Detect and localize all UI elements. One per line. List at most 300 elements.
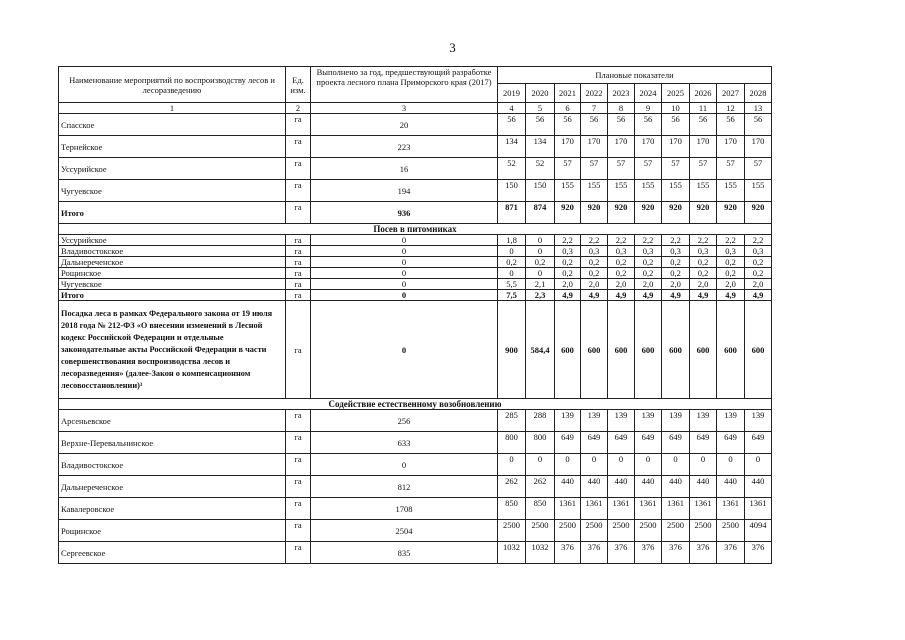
row-value: 139 bbox=[662, 410, 690, 432]
row-value: 600 bbox=[745, 301, 772, 399]
header-year: 2024 bbox=[635, 84, 662, 103]
row-value: 0 bbox=[690, 454, 717, 476]
row-value: 57 bbox=[608, 158, 635, 180]
row-value: 2500 bbox=[635, 520, 662, 542]
row-value: 0,3 bbox=[717, 246, 745, 257]
row-value: 0,2 bbox=[555, 268, 581, 279]
row-value: 4094 bbox=[745, 520, 772, 542]
header-done: Выполнено за год, предшествующий разработке проекта лесного плана Приморского края (2017) bbox=[311, 67, 498, 103]
row-value: 57 bbox=[690, 158, 717, 180]
row-value: 0 bbox=[717, 454, 745, 476]
row-value: 2,2 bbox=[690, 235, 717, 246]
row-unit: га bbox=[286, 235, 311, 246]
row-value: 2,0 bbox=[690, 279, 717, 290]
row-name: Арсеньевское bbox=[59, 410, 286, 432]
header-year: 2023 bbox=[608, 84, 635, 103]
row-value: 150 bbox=[498, 180, 526, 202]
row-value: 871 bbox=[498, 202, 526, 224]
row-value: 0,2 bbox=[690, 257, 717, 268]
row-value: 170 bbox=[717, 136, 745, 158]
row-value: 1361 bbox=[555, 498, 581, 520]
row-value: 2,0 bbox=[662, 279, 690, 290]
row-value: 139 bbox=[635, 410, 662, 432]
row-unit: га bbox=[286, 476, 311, 498]
row-value: 900 bbox=[498, 301, 526, 399]
row-done: 256 bbox=[311, 410, 498, 432]
row-value: 56 bbox=[498, 114, 526, 136]
row-value: 139 bbox=[745, 410, 772, 432]
row-value: 170 bbox=[608, 136, 635, 158]
column-number: 13 bbox=[745, 103, 772, 114]
row-name: Тернейское bbox=[59, 136, 286, 158]
row-unit: га bbox=[286, 202, 311, 224]
row-value: 2,0 bbox=[608, 279, 635, 290]
row-unit: га bbox=[286, 180, 311, 202]
row-value: 0 bbox=[526, 268, 555, 279]
row-value: 2,0 bbox=[717, 279, 745, 290]
column-number: 2 bbox=[286, 103, 311, 114]
table-row bbox=[59, 136, 772, 158]
header-numbers-row bbox=[59, 103, 772, 114]
row-value: 440 bbox=[608, 476, 635, 498]
header-unit: Ед. изм. bbox=[286, 67, 311, 103]
row-value: 440 bbox=[555, 476, 581, 498]
row-value: 0 bbox=[581, 454, 608, 476]
row-name: Сергеевское bbox=[59, 542, 286, 564]
column-number: 6 bbox=[555, 103, 581, 114]
row-value: 0 bbox=[498, 268, 526, 279]
table-row bbox=[59, 158, 772, 180]
row-unit: га bbox=[286, 454, 311, 476]
row-value: 1032 bbox=[498, 542, 526, 564]
row-value: 170 bbox=[745, 136, 772, 158]
row-value: 0,2 bbox=[635, 257, 662, 268]
header-year: 2019 bbox=[498, 84, 526, 103]
row-value: 134 bbox=[498, 136, 526, 158]
header-name: Наименование мероприятий по воспроизводству лесов и лесоразведению bbox=[59, 67, 286, 103]
row-value: 2500 bbox=[498, 520, 526, 542]
header-year: 2021 bbox=[555, 84, 581, 103]
row-done: 835 bbox=[311, 542, 498, 564]
row-value: 440 bbox=[581, 476, 608, 498]
row-value: 262 bbox=[526, 476, 555, 498]
row-unit: га bbox=[286, 542, 311, 564]
row-name: Уссурийское bbox=[59, 235, 286, 246]
row-value: 600 bbox=[717, 301, 745, 399]
header-year: 2022 bbox=[581, 84, 608, 103]
row-value: 134 bbox=[526, 136, 555, 158]
row-value: 1361 bbox=[635, 498, 662, 520]
row-unit: га bbox=[286, 301, 311, 399]
row-done: 0 bbox=[311, 290, 498, 301]
row-value: 440 bbox=[745, 476, 772, 498]
row-value: 0,3 bbox=[662, 246, 690, 257]
row-value: 0,2 bbox=[526, 257, 555, 268]
row-value: 57 bbox=[745, 158, 772, 180]
row-value: 649 bbox=[717, 432, 745, 454]
column-number: 7 bbox=[581, 103, 608, 114]
row-value: 1361 bbox=[717, 498, 745, 520]
row-value: 440 bbox=[717, 476, 745, 498]
row-value: 155 bbox=[635, 180, 662, 202]
row-value: 0,3 bbox=[690, 246, 717, 257]
row-value: 4,9 bbox=[690, 290, 717, 301]
row-name: Владивостокское bbox=[59, 454, 286, 476]
row-value: 56 bbox=[717, 114, 745, 136]
row-value: 7,5 bbox=[498, 290, 526, 301]
row-value: 1361 bbox=[581, 498, 608, 520]
row-value: 649 bbox=[662, 432, 690, 454]
header-year: 2025 bbox=[662, 84, 690, 103]
header-year: 2027 bbox=[717, 84, 745, 103]
row-unit: га bbox=[286, 410, 311, 432]
row-value: 0,2 bbox=[608, 257, 635, 268]
header-plan: Плановые показатели bbox=[498, 67, 772, 84]
row-value: 600 bbox=[635, 301, 662, 399]
row-value: 1361 bbox=[662, 498, 690, 520]
row-value: 2,2 bbox=[745, 235, 772, 246]
row-value: 874 bbox=[526, 202, 555, 224]
row-name: Чугуевское bbox=[59, 180, 286, 202]
row-value: 800 bbox=[498, 432, 526, 454]
row-value: 57 bbox=[662, 158, 690, 180]
row-value: 0,2 bbox=[555, 257, 581, 268]
row-value: 584,4 bbox=[526, 301, 555, 399]
row-value: 800 bbox=[526, 432, 555, 454]
row-name: Посадка леса в рамках Федерального закона от 19 июля 2018 года № 212-ФЗ «О внесении изменений в Лесной кодекс Российской Федерации и отдельные законодательные акты Российской Федерации в части совершенствования воспроизводства лесов и лесоразведения» (далее-Закон о компенсационном лесовосстановлении)³ bbox=[59, 301, 286, 399]
row-value: 0,2 bbox=[662, 268, 690, 279]
row-value: 2500 bbox=[690, 520, 717, 542]
row-value: 2,2 bbox=[555, 235, 581, 246]
row-value: 920 bbox=[690, 202, 717, 224]
row-value: 0,2 bbox=[635, 268, 662, 279]
table-row bbox=[59, 498, 772, 520]
row-value: 285 bbox=[498, 410, 526, 432]
row-value: 440 bbox=[635, 476, 662, 498]
row-value: 0 bbox=[526, 454, 555, 476]
row-value: 170 bbox=[555, 136, 581, 158]
row-value: 155 bbox=[745, 180, 772, 202]
row-value: 288 bbox=[526, 410, 555, 432]
row-value: 56 bbox=[635, 114, 662, 136]
table-row bbox=[59, 454, 772, 476]
row-value: 2,2 bbox=[581, 235, 608, 246]
row-unit: га bbox=[286, 290, 311, 301]
table-row bbox=[59, 235, 772, 246]
row-unit: га bbox=[286, 432, 311, 454]
page-number: 3 bbox=[449, 40, 456, 55]
row-value: 649 bbox=[635, 432, 662, 454]
row-name: Итого bbox=[59, 290, 286, 301]
row-value: 649 bbox=[745, 432, 772, 454]
row-value: 56 bbox=[745, 114, 772, 136]
row-value: 57 bbox=[635, 158, 662, 180]
row-done: 223 bbox=[311, 136, 498, 158]
row-value: 920 bbox=[635, 202, 662, 224]
row-done: 812 bbox=[311, 476, 498, 498]
row-value: 920 bbox=[555, 202, 581, 224]
row-value: 139 bbox=[555, 410, 581, 432]
table-row bbox=[59, 301, 772, 399]
row-value: 139 bbox=[608, 410, 635, 432]
row-value: 2500 bbox=[581, 520, 608, 542]
row-value: 440 bbox=[690, 476, 717, 498]
row-value: 2500 bbox=[555, 520, 581, 542]
row-value: 155 bbox=[717, 180, 745, 202]
row-value: 649 bbox=[608, 432, 635, 454]
row-done: 0 bbox=[311, 235, 498, 246]
row-value: 4,9 bbox=[555, 290, 581, 301]
row-value: 155 bbox=[581, 180, 608, 202]
row-value: 1032 bbox=[526, 542, 555, 564]
row-value: 170 bbox=[635, 136, 662, 158]
table-row bbox=[59, 202, 772, 224]
row-value: 600 bbox=[690, 301, 717, 399]
header-year: 2020 bbox=[526, 84, 555, 103]
row-value: 0,2 bbox=[690, 268, 717, 279]
table-row bbox=[59, 114, 772, 136]
row-value: 155 bbox=[555, 180, 581, 202]
column-number: 5 bbox=[526, 103, 555, 114]
row-value: 1361 bbox=[745, 498, 772, 520]
row-value: 155 bbox=[690, 180, 717, 202]
row-value: 649 bbox=[581, 432, 608, 454]
table-row bbox=[59, 279, 772, 290]
row-value: 1,8 bbox=[498, 235, 526, 246]
column-number: 11 bbox=[690, 103, 717, 114]
row-value: 0,2 bbox=[717, 257, 745, 268]
row-value: 4,9 bbox=[608, 290, 635, 301]
row-value: 0,3 bbox=[555, 246, 581, 257]
header-row bbox=[59, 67, 772, 84]
row-unit: га bbox=[286, 257, 311, 268]
row-value: 170 bbox=[690, 136, 717, 158]
row-name: Рощинское bbox=[59, 520, 286, 542]
table-row bbox=[59, 290, 772, 301]
header-year: 2026 bbox=[690, 84, 717, 103]
row-unit: га bbox=[286, 136, 311, 158]
row-done: 0 bbox=[311, 301, 498, 399]
row-name: Владивостокское bbox=[59, 246, 286, 257]
row-value: 57 bbox=[555, 158, 581, 180]
row-value: 376 bbox=[581, 542, 608, 564]
row-value: 600 bbox=[581, 301, 608, 399]
row-value: 600 bbox=[555, 301, 581, 399]
row-value: 920 bbox=[662, 202, 690, 224]
row-value: 170 bbox=[581, 136, 608, 158]
table-row bbox=[59, 180, 772, 202]
row-unit: га bbox=[286, 158, 311, 180]
table-row bbox=[59, 476, 772, 498]
row-value: 649 bbox=[690, 432, 717, 454]
row-value: 376 bbox=[662, 542, 690, 564]
column-number: 4 bbox=[498, 103, 526, 114]
row-value: 0 bbox=[662, 454, 690, 476]
row-name: Спасское bbox=[59, 114, 286, 136]
header-year: 2028 bbox=[745, 84, 772, 103]
row-name: Рощинское bbox=[59, 268, 286, 279]
column-number: 10 bbox=[662, 103, 690, 114]
row-unit: га bbox=[286, 268, 311, 279]
row-value: 0,2 bbox=[581, 268, 608, 279]
row-value: 0 bbox=[526, 246, 555, 257]
section-natural bbox=[59, 399, 772, 410]
row-value: 649 bbox=[555, 432, 581, 454]
row-value: 0,3 bbox=[745, 246, 772, 257]
row-value: 139 bbox=[581, 410, 608, 432]
row-value: 0 bbox=[635, 454, 662, 476]
row-done: 194 bbox=[311, 180, 498, 202]
table-row bbox=[59, 246, 772, 257]
table-row bbox=[59, 520, 772, 542]
row-value: 2,2 bbox=[662, 235, 690, 246]
row-value: 920 bbox=[608, 202, 635, 224]
row-done: 0 bbox=[311, 454, 498, 476]
row-value: 0,3 bbox=[608, 246, 635, 257]
row-done: 0 bbox=[311, 257, 498, 268]
row-value: 920 bbox=[581, 202, 608, 224]
row-done: 0 bbox=[311, 246, 498, 257]
row-value: 57 bbox=[581, 158, 608, 180]
row-value: 2,0 bbox=[635, 279, 662, 290]
row-value: 139 bbox=[717, 410, 745, 432]
row-value: 1361 bbox=[690, 498, 717, 520]
row-value: 0,2 bbox=[717, 268, 745, 279]
row-name: Кавалеровское bbox=[59, 498, 286, 520]
column-number: 3 bbox=[311, 103, 498, 114]
row-value: 4,9 bbox=[717, 290, 745, 301]
row-value: 920 bbox=[745, 202, 772, 224]
row-value: 600 bbox=[662, 301, 690, 399]
table-row bbox=[59, 257, 772, 268]
row-done: 0 bbox=[311, 268, 498, 279]
row-value: 850 bbox=[498, 498, 526, 520]
row-name: Дальнереченское bbox=[59, 476, 286, 498]
row-value: 2500 bbox=[608, 520, 635, 542]
row-value: 2500 bbox=[526, 520, 555, 542]
row-done: 936 bbox=[311, 202, 498, 224]
row-value: 0 bbox=[526, 235, 555, 246]
row-value: 56 bbox=[526, 114, 555, 136]
section-natural-title: Содействие естественному возобновлению bbox=[59, 399, 772, 410]
section-seeding-title: Посев в питомниках bbox=[59, 224, 772, 235]
row-value: 376 bbox=[690, 542, 717, 564]
row-name: Итого bbox=[59, 202, 286, 224]
row-unit: га bbox=[286, 246, 311, 257]
table-row bbox=[59, 410, 772, 432]
row-done: 633 bbox=[311, 432, 498, 454]
section-seeding bbox=[59, 224, 772, 235]
row-done: 0 bbox=[311, 279, 498, 290]
row-value: 376 bbox=[555, 542, 581, 564]
row-unit: га bbox=[286, 279, 311, 290]
row-value: 56 bbox=[555, 114, 581, 136]
column-number: 1 bbox=[59, 103, 286, 114]
row-value: 57 bbox=[717, 158, 745, 180]
table-row bbox=[59, 268, 772, 279]
row-name: Верхне-Перевальнинское bbox=[59, 432, 286, 454]
row-value: 376 bbox=[717, 542, 745, 564]
row-value: 4,9 bbox=[581, 290, 608, 301]
row-value: 2,1 bbox=[526, 279, 555, 290]
row-value: 0,2 bbox=[498, 257, 526, 268]
row-value: 155 bbox=[662, 180, 690, 202]
row-value: 850 bbox=[526, 498, 555, 520]
row-value: 2,2 bbox=[608, 235, 635, 246]
row-value: 150 bbox=[526, 180, 555, 202]
row-value: 2,2 bbox=[717, 235, 745, 246]
row-value: 4,9 bbox=[662, 290, 690, 301]
column-number: 12 bbox=[717, 103, 745, 114]
row-name: Дальнереченское bbox=[59, 257, 286, 268]
row-value: 920 bbox=[717, 202, 745, 224]
row-unit: га bbox=[286, 498, 311, 520]
row-value: 0,2 bbox=[662, 257, 690, 268]
row-done: 20 bbox=[311, 114, 498, 136]
row-value: 376 bbox=[745, 542, 772, 564]
row-value: 2,0 bbox=[581, 279, 608, 290]
row-done: 16 bbox=[311, 158, 498, 180]
row-unit: га bbox=[286, 520, 311, 542]
table-row bbox=[59, 432, 772, 454]
row-value: 52 bbox=[498, 158, 526, 180]
row-value: 52 bbox=[526, 158, 555, 180]
row-done: 2504 bbox=[311, 520, 498, 542]
forest-reproduction-table bbox=[58, 66, 772, 564]
row-value: 0,2 bbox=[745, 257, 772, 268]
row-value: 1361 bbox=[608, 498, 635, 520]
row-value: 600 bbox=[608, 301, 635, 399]
row-value: 2500 bbox=[717, 520, 745, 542]
row-value: 2500 bbox=[662, 520, 690, 542]
row-value: 2,2 bbox=[635, 235, 662, 246]
row-value: 0,2 bbox=[581, 257, 608, 268]
row-value: 56 bbox=[690, 114, 717, 136]
row-name: Чугуевское bbox=[59, 279, 286, 290]
row-value: 56 bbox=[581, 114, 608, 136]
row-value: 0,2 bbox=[608, 268, 635, 279]
row-value: 56 bbox=[608, 114, 635, 136]
row-done: 1708 bbox=[311, 498, 498, 520]
row-value: 376 bbox=[635, 542, 662, 564]
row-name: Уссурийское bbox=[59, 158, 286, 180]
row-value: 2,0 bbox=[745, 279, 772, 290]
row-value: 56 bbox=[662, 114, 690, 136]
row-value: 4,9 bbox=[745, 290, 772, 301]
column-number: 8 bbox=[608, 103, 635, 114]
row-value: 0,2 bbox=[745, 268, 772, 279]
column-number: 9 bbox=[635, 103, 662, 114]
row-value: 155 bbox=[608, 180, 635, 202]
row-value: 0 bbox=[608, 454, 635, 476]
row-value: 376 bbox=[608, 542, 635, 564]
row-value: 0 bbox=[498, 246, 526, 257]
row-value: 170 bbox=[662, 136, 690, 158]
row-value: 0 bbox=[745, 454, 772, 476]
row-value: 2,3 bbox=[526, 290, 555, 301]
table-row bbox=[59, 542, 772, 564]
row-value: 0 bbox=[498, 454, 526, 476]
row-value: 4,9 bbox=[635, 290, 662, 301]
row-value: 0 bbox=[555, 454, 581, 476]
row-value: 139 bbox=[690, 410, 717, 432]
row-value: 0,3 bbox=[635, 246, 662, 257]
row-value: 5,5 bbox=[498, 279, 526, 290]
row-value: 440 bbox=[662, 476, 690, 498]
row-value: 2,0 bbox=[555, 279, 581, 290]
row-unit: га bbox=[286, 114, 311, 136]
row-value: 0,3 bbox=[581, 246, 608, 257]
